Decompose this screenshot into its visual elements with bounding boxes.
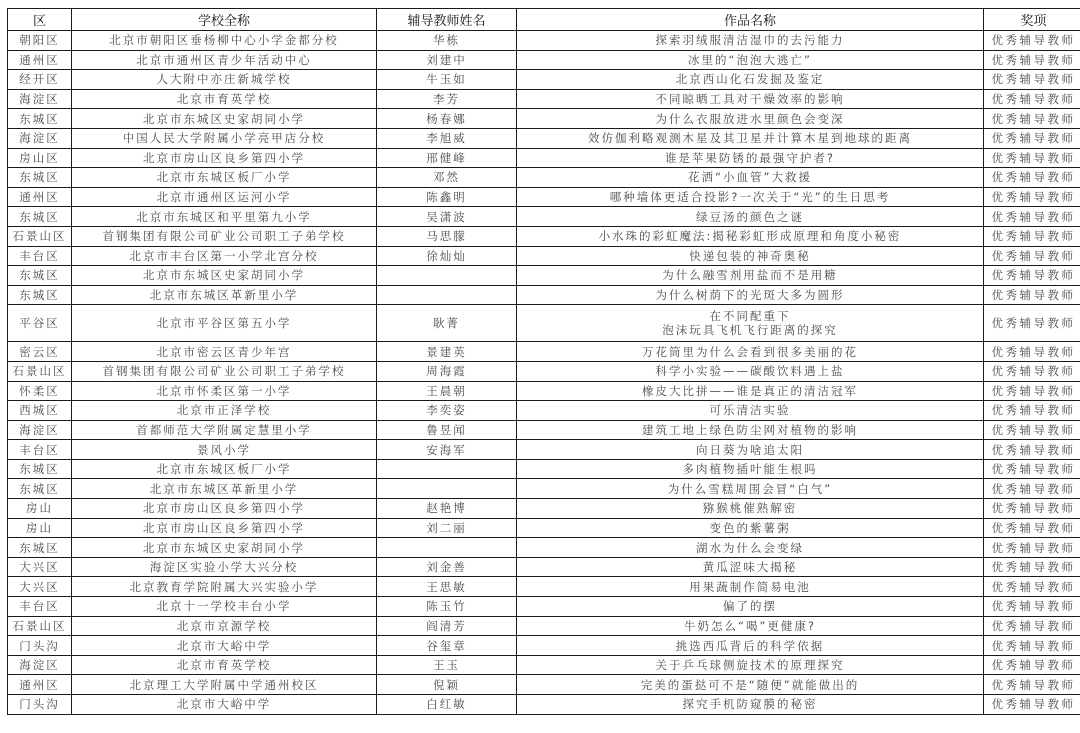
cell-award: 优秀辅导教师 xyxy=(984,285,1080,305)
cell-award: 优秀辅导教师 xyxy=(984,187,1080,207)
cell-work: 不同晾晒工具对干燥效率的影响 xyxy=(517,89,984,109)
cell-district: 通州区 xyxy=(8,675,72,695)
cell-district: 丰台区 xyxy=(8,440,72,460)
cell-teacher: 倪颖 xyxy=(377,675,517,695)
table-row xyxy=(8,518,1080,538)
cell-school: 北京市丰台区第一小学北宫分校 xyxy=(72,246,377,266)
table-body xyxy=(8,31,1080,715)
table-row xyxy=(8,401,1080,421)
cell-teacher: 牛玉如 xyxy=(377,70,517,90)
cell-teacher: 白红敏 xyxy=(377,695,517,715)
cell-teacher xyxy=(377,459,517,479)
cell-work: 谁是苹果防锈的最强守护者? xyxy=(517,148,984,168)
cell-award: 优秀辅导教师 xyxy=(984,695,1080,715)
cell-work: 多肉植物插叶能生根吗 xyxy=(517,459,984,479)
cell-district: 石景山区 xyxy=(8,226,72,246)
cell-teacher: 徐灿灿 xyxy=(377,246,517,266)
cell-district: 丰台区 xyxy=(8,246,72,266)
cell-award: 优秀辅导教师 xyxy=(984,655,1080,675)
cell-work: 偏了的摆 xyxy=(517,597,984,617)
table-row xyxy=(8,31,1080,51)
cell-school: 北京市怀柔区第一小学 xyxy=(72,381,377,401)
cell-school: 人大附中亦庄新城学校 xyxy=(72,70,377,90)
table-row xyxy=(8,109,1080,129)
cell-teacher: 吴潇波 xyxy=(377,207,517,227)
cell-work: 变色的紫薯粥 xyxy=(517,518,984,538)
cell-award: 优秀辅导教师 xyxy=(984,89,1080,109)
cell-teacher: 李旭威 xyxy=(377,128,517,148)
cell-school: 景风小学 xyxy=(72,440,377,460)
table-row xyxy=(8,616,1080,636)
cell-award: 优秀辅导教师 xyxy=(984,109,1080,129)
cell-school: 北京市东城区史家胡同小学 xyxy=(72,538,377,558)
table-row xyxy=(8,597,1080,617)
cell-work: 为什么树荫下的光斑大多为圆形 xyxy=(517,285,984,305)
cell-award: 优秀辅导教师 xyxy=(984,401,1080,421)
cell-school: 北京市朝阳区垂杨柳中心小学金都分校 xyxy=(72,31,377,51)
cell-district: 经开区 xyxy=(8,70,72,90)
cell-school: 北京市通州区运河小学 xyxy=(72,187,377,207)
cell-teacher: 陈鑫明 xyxy=(377,187,517,207)
cell-school: 首钢集团有限公司矿业公司职工子弟学校 xyxy=(72,361,377,381)
cell-teacher xyxy=(377,266,517,286)
cell-district: 东城区 xyxy=(8,168,72,188)
cell-school: 北京市房山区良乡第四小学 xyxy=(72,518,377,538)
cell-work: 牛奶怎么“喝”更健康? xyxy=(517,616,984,636)
cell-award: 优秀辅导教师 xyxy=(984,266,1080,286)
cell-district: 怀柔区 xyxy=(8,381,72,401)
cell-award: 优秀辅导教师 xyxy=(984,538,1080,558)
header-work: 作品名称 xyxy=(517,9,984,31)
cell-award: 优秀辅导教师 xyxy=(984,381,1080,401)
cell-district: 房山 xyxy=(8,518,72,538)
cell-work: 探索羽绒服清洁湿巾的去污能力 xyxy=(517,31,984,51)
header-row xyxy=(8,9,1080,31)
cell-teacher xyxy=(377,538,517,558)
cell-district: 海淀区 xyxy=(8,128,72,148)
table-row xyxy=(8,695,1080,715)
cell-award: 优秀辅导教师 xyxy=(984,226,1080,246)
header-district: 区 xyxy=(8,9,72,31)
cell-award: 优秀辅导教师 xyxy=(984,148,1080,168)
header-award: 奖项 xyxy=(984,9,1080,31)
table-row xyxy=(8,226,1080,246)
table-row xyxy=(8,499,1080,519)
cell-teacher: 阎清芳 xyxy=(377,616,517,636)
header-teacher: 辅导教师姓名 xyxy=(377,9,517,31)
cell-award: 优秀辅导教师 xyxy=(984,499,1080,519)
cell-district: 朝阳区 xyxy=(8,31,72,51)
cell-work: 探究手机防窥膜的秘密 xyxy=(517,695,984,715)
cell-work: 花洒“小血管”大救援 xyxy=(517,168,984,188)
cell-teacher: 景建英 xyxy=(377,342,517,362)
cell-teacher: 刘金善 xyxy=(377,557,517,577)
cell-district: 东城区 xyxy=(8,479,72,499)
cell-work: 哪种墙体更适合投影?一次关于“光”的生日思考 xyxy=(517,187,984,207)
cell-teacher: 邢健峰 xyxy=(377,148,517,168)
cell-district: 东城区 xyxy=(8,459,72,479)
cell-district: 门头沟 xyxy=(8,636,72,656)
cell-teacher: 耿菁 xyxy=(377,305,517,342)
cell-district: 西城区 xyxy=(8,401,72,421)
cell-work: 猕猴桃催熟解密 xyxy=(517,499,984,519)
cell-school: 北京市育英学校 xyxy=(72,89,377,109)
cell-award: 优秀辅导教师 xyxy=(984,207,1080,227)
cell-award: 优秀辅导教师 xyxy=(984,128,1080,148)
cell-school: 北京市房山区良乡第四小学 xyxy=(72,148,377,168)
cell-work: 万花筒里为什么会看到很多美丽的花 xyxy=(517,342,984,362)
cell-school: 北京理工大学附属中学通州校区 xyxy=(72,675,377,695)
cell-school: 北京市通州区青少年活动中心 xyxy=(72,50,377,70)
cell-school: 北京市大峪中学 xyxy=(72,695,377,715)
cell-teacher: 王思敏 xyxy=(377,577,517,597)
table-row xyxy=(8,246,1080,266)
cell-work: 北京西山化石发掘及鉴定 xyxy=(517,70,984,90)
cell-teacher: 赵艳博 xyxy=(377,499,517,519)
table-row xyxy=(8,168,1080,188)
cell-work: 橡皮大比拼——谁是真正的清洁冠军 xyxy=(517,381,984,401)
cell-district: 门头沟 xyxy=(8,695,72,715)
cell-teacher: 安海军 xyxy=(377,440,517,460)
cell-district: 密云区 xyxy=(8,342,72,362)
cell-district: 海淀区 xyxy=(8,655,72,675)
cell-school: 中国人民大学附属小学亮甲店分校 xyxy=(72,128,377,148)
table-row xyxy=(8,420,1080,440)
cell-work: 黄瓜涩味大揭秘 xyxy=(517,557,984,577)
cell-school: 北京市东城区板厂小学 xyxy=(72,459,377,479)
cell-district: 东城区 xyxy=(8,538,72,558)
work-title-line-2: 泡沫玩具飞机飞行距离的探究 xyxy=(662,323,838,338)
cell-work: 湖水为什么会变绿 xyxy=(517,538,984,558)
table-row xyxy=(8,655,1080,675)
cell-award: 优秀辅导教师 xyxy=(984,459,1080,479)
table-row xyxy=(8,381,1080,401)
cell-teacher: 杨春娜 xyxy=(377,109,517,129)
cell-award: 优秀辅导教师 xyxy=(984,479,1080,499)
cell-work: 建筑工地上绿色防尘网对植物的影响 xyxy=(517,420,984,440)
table-row xyxy=(8,187,1080,207)
cell-district: 东城区 xyxy=(8,207,72,227)
cell-district: 丰台区 xyxy=(8,597,72,617)
table-row xyxy=(8,207,1080,227)
cell-school: 北京市东城区革新里小学 xyxy=(72,479,377,499)
cell-work xyxy=(517,305,984,342)
cell-work: 小水珠的彩虹魔法:揭秘彩虹形成原理和角度小秘密 xyxy=(517,226,984,246)
cell-work: 为什么衣服放进水里颜色会变深 xyxy=(517,109,984,129)
cell-district: 通州区 xyxy=(8,50,72,70)
table-row xyxy=(8,266,1080,286)
cell-award: 优秀辅导教师 xyxy=(984,518,1080,538)
cell-district: 石景山区 xyxy=(8,616,72,636)
cell-district: 东城区 xyxy=(8,109,72,129)
cell-teacher: 王晨朝 xyxy=(377,381,517,401)
cell-teacher: 马思朦 xyxy=(377,226,517,246)
cell-school: 北京市大峪中学 xyxy=(72,636,377,656)
table-row xyxy=(8,636,1080,656)
cell-award: 优秀辅导教师 xyxy=(984,557,1080,577)
cell-school: 北京市房山区良乡第四小学 xyxy=(72,499,377,519)
cell-school: 北京市东城区革新里小学 xyxy=(72,285,377,305)
cell-district: 大兴区 xyxy=(8,557,72,577)
cell-work: 快递包装的神奇奥秘 xyxy=(517,246,984,266)
cell-award: 优秀辅导教师 xyxy=(984,70,1080,90)
cell-district: 东城区 xyxy=(8,285,72,305)
cell-school: 北京市东城区史家胡同小学 xyxy=(72,266,377,286)
cell-school: 北京市密云区青少年宫 xyxy=(72,342,377,362)
cell-teacher: 李奕姿 xyxy=(377,401,517,421)
table-row xyxy=(8,285,1080,305)
cell-teacher: 刘建中 xyxy=(377,50,517,70)
cell-work: 绿豆汤的颜色之谜 xyxy=(517,207,984,227)
cell-award: 优秀辅导教师 xyxy=(984,616,1080,636)
table-row xyxy=(8,50,1080,70)
cell-work: 科学小实验——碳酸饮料遇上盐 xyxy=(517,361,984,381)
cell-school: 北京市育英学校 xyxy=(72,655,377,675)
cell-award: 优秀辅导教师 xyxy=(984,420,1080,440)
work-title-line-1: 在不同配重下 xyxy=(709,309,791,324)
cell-school: 首钢集团有限公司矿业公司职工子弟学校 xyxy=(72,226,377,246)
award-list-table xyxy=(7,8,1080,715)
cell-teacher: 华栋 xyxy=(377,31,517,51)
table-row xyxy=(8,557,1080,577)
table-row xyxy=(8,128,1080,148)
cell-award: 优秀辅导教师 xyxy=(984,50,1080,70)
cell-award: 优秀辅导教师 xyxy=(984,342,1080,362)
cell-award: 优秀辅导教师 xyxy=(984,577,1080,597)
cell-award: 优秀辅导教师 xyxy=(984,636,1080,656)
cell-school: 北京市平谷区第五小学 xyxy=(72,305,377,342)
cell-school: 北京十一学校丰台小学 xyxy=(72,597,377,617)
cell-district: 房山区 xyxy=(8,148,72,168)
cell-teacher: 鲁昱闻 xyxy=(377,420,517,440)
cell-award: 优秀辅导教师 xyxy=(984,305,1080,342)
cell-school: 海淀区实验小学大兴分校 xyxy=(72,557,377,577)
cell-school: 北京市东城区史家胡同小学 xyxy=(72,109,377,129)
table-row xyxy=(8,459,1080,479)
cell-award: 优秀辅导教师 xyxy=(984,168,1080,188)
table-row xyxy=(8,479,1080,499)
table-row xyxy=(8,538,1080,558)
table-row xyxy=(8,440,1080,460)
cell-school: 北京市京源学校 xyxy=(72,616,377,636)
cell-district: 海淀区 xyxy=(8,89,72,109)
cell-award: 优秀辅导教师 xyxy=(984,440,1080,460)
cell-teacher: 刘二丽 xyxy=(377,518,517,538)
cell-teacher: 陈玉竹 xyxy=(377,597,517,617)
cell-district: 房山 xyxy=(8,499,72,519)
cell-teacher xyxy=(377,285,517,305)
cell-teacher: 王玉 xyxy=(377,655,517,675)
award-list-table-container xyxy=(7,8,1080,715)
table-row xyxy=(8,89,1080,109)
header-school: 学校全称 xyxy=(72,9,377,31)
cell-district: 平谷区 xyxy=(8,305,72,342)
cell-district: 大兴区 xyxy=(8,577,72,597)
table-row xyxy=(8,361,1080,381)
cell-work: 效仿伽利略观测木星及其卫星并计算木星到地球的距离 xyxy=(517,128,984,148)
cell-school: 北京市东城区和平里第九小学 xyxy=(72,207,377,227)
cell-work: 冰里的“泡泡大逃亡” xyxy=(517,50,984,70)
cell-teacher: 周海霞 xyxy=(377,361,517,381)
cell-work: 挑选西瓜背后的科学依据 xyxy=(517,636,984,656)
cell-award: 优秀辅导教师 xyxy=(984,597,1080,617)
cell-award: 优秀辅导教师 xyxy=(984,246,1080,266)
cell-school: 北京教育学院附属大兴实验小学 xyxy=(72,577,377,597)
cell-work: 完美的蛋挞可不是“随便”就能做出的 xyxy=(517,675,984,695)
cell-school: 首都师范大学附属定慧里小学 xyxy=(72,420,377,440)
cell-teacher: 谷玺章 xyxy=(377,636,517,656)
table-row xyxy=(8,305,1080,342)
cell-school: 北京市东城区板厂小学 xyxy=(72,168,377,188)
table-row xyxy=(8,342,1080,362)
cell-school: 北京市正泽学校 xyxy=(72,401,377,421)
cell-teacher xyxy=(377,479,517,499)
cell-work: 为什么雪糕周围会冒“白气” xyxy=(517,479,984,499)
table-row xyxy=(8,675,1080,695)
cell-district: 东城区 xyxy=(8,266,72,286)
cell-teacher: 邓然 xyxy=(377,168,517,188)
cell-district: 海淀区 xyxy=(8,420,72,440)
cell-work: 为什么融雪剂用盐而不是用糖 xyxy=(517,266,984,286)
cell-award: 优秀辅导教师 xyxy=(984,675,1080,695)
table-row xyxy=(8,148,1080,168)
cell-work: 用果蔬制作简易电池 xyxy=(517,577,984,597)
cell-district: 通州区 xyxy=(8,187,72,207)
cell-work: 向日葵为啥追太阳 xyxy=(517,440,984,460)
cell-work: 可乐清洁实验 xyxy=(517,401,984,421)
cell-district: 石景山区 xyxy=(8,361,72,381)
cell-teacher: 李芳 xyxy=(377,89,517,109)
table-row xyxy=(8,577,1080,597)
cell-work: 关于乒乓球侧旋技术的原理探究 xyxy=(517,655,984,675)
cell-award: 优秀辅导教师 xyxy=(984,361,1080,381)
cell-award: 优秀辅导教师 xyxy=(984,31,1080,51)
table-row xyxy=(8,70,1080,90)
